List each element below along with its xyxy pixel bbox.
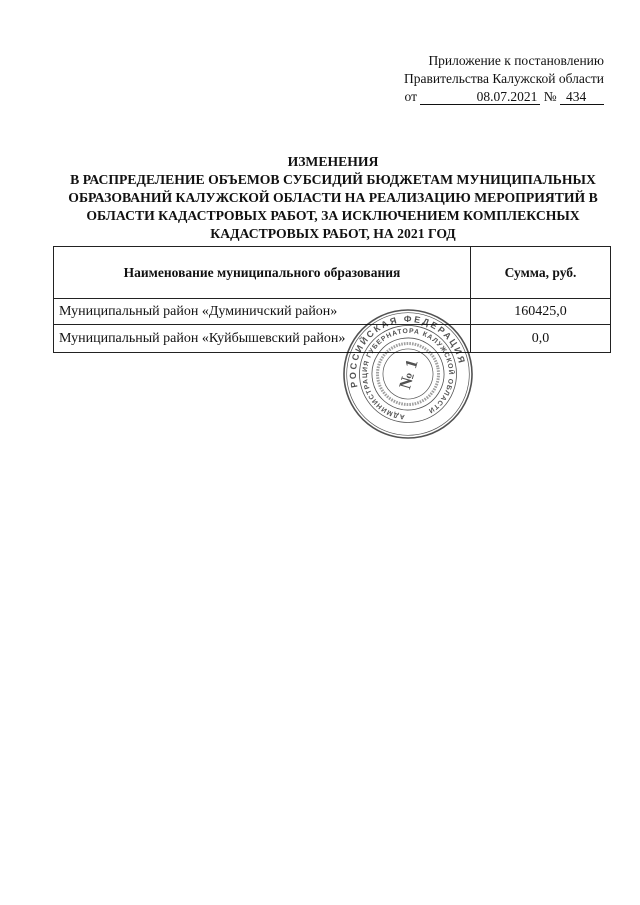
municipality-cell: Муниципальный район «Думиничский район» bbox=[54, 299, 471, 325]
table-body bbox=[54, 299, 611, 353]
table-header-row bbox=[54, 247, 611, 299]
document-title bbox=[40, 153, 626, 243]
appendix-line: Приложение к постановлению bbox=[428, 53, 604, 68]
municipality-cell: Муниципальный район «Куйбышевский район» bbox=[54, 325, 471, 353]
column-header-municipality: Наименование муниципального образования bbox=[54, 247, 471, 299]
seal-outer-text: РОССИЙСКАЯ ФЕДЕРАЦИЯ bbox=[347, 313, 468, 389]
title-heading: ИЗМЕНЕНИЯ bbox=[287, 154, 379, 169]
seal-number: № 1 bbox=[395, 357, 422, 392]
document-date: 08.07.2021 bbox=[420, 89, 540, 105]
date-prefix: от bbox=[404, 89, 417, 104]
table-row bbox=[54, 299, 611, 325]
title-line: КАДАСТРОВЫХ РАБОТ, НА 2021 ГОД bbox=[210, 226, 456, 241]
title-line: ОБРАЗОВАНИЙ КАЛУЖСКОЙ ОБЛАСТИ НА РЕАЛИЗАЦИЮ МЕРОПРИЯТИЙ В bbox=[68, 190, 598, 205]
document-number: 434 bbox=[560, 89, 604, 105]
amount-cell: 0,0 bbox=[471, 325, 611, 353]
issuer-line: Правительства Калужской области bbox=[403, 71, 604, 86]
table-head bbox=[54, 247, 611, 299]
number-sign: № bbox=[543, 89, 557, 104]
seal-middle-text: АДМИНИСТРАЦИЯ ГУБЕРНАТОРА КАЛУЖСКОЙ ОБЛАСТИ bbox=[361, 327, 455, 420]
amount-cell: 160425,0 bbox=[471, 299, 611, 325]
seal-body bbox=[340, 306, 476, 442]
date-number-line bbox=[404, 88, 604, 106]
appendix-reference bbox=[404, 52, 604, 106]
column-header-amount: Сумма, руб. bbox=[471, 247, 611, 299]
table-row bbox=[54, 325, 611, 353]
title-line: В РАСПРЕДЕЛЕНИЕ ОБЪЕМОВ СУБСИДИЙ БЮДЖЕТАМ МУНИЦИПАЛЬНЫХ bbox=[70, 172, 596, 187]
subsidy-distribution-table bbox=[53, 246, 611, 353]
title-line: ОБЛАСТИ КАДАСТРОВЫХ РАБОТ, ЗА ИСКЛЮЧЕНИЕМ КОМПЛЕКСНЫХ bbox=[86, 208, 580, 223]
official-seal bbox=[340, 306, 476, 442]
